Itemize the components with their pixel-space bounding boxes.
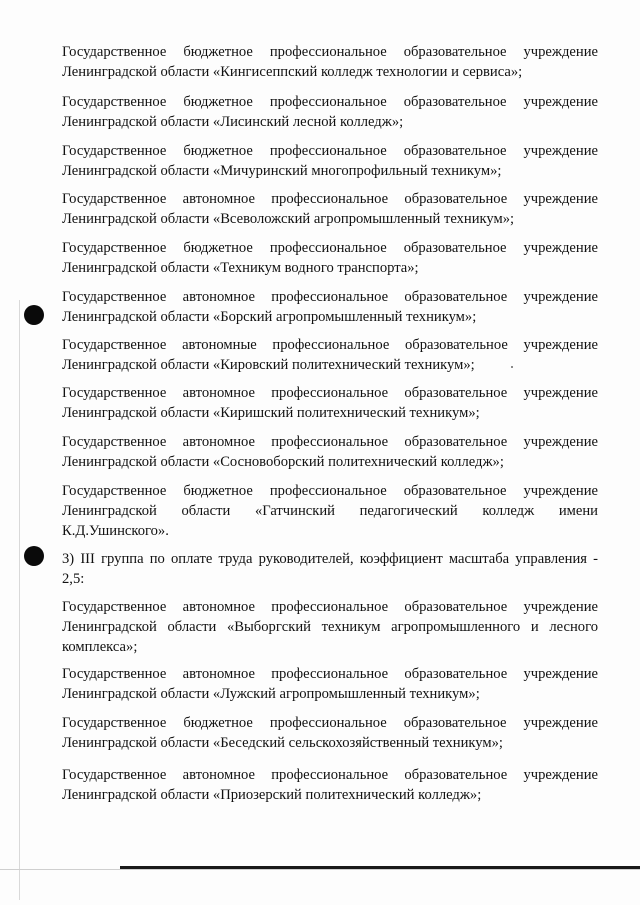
scan-bottom-shadow [0,869,640,870]
institution-paragraph [62,141,598,181]
institution-paragraph [62,189,598,229]
paragraph-line: Государственное бюджетное профессиональное образовательное учреждение [62,44,598,60]
paragraph-line: Государственное бюджетное профессиональное образовательное учреждение [62,483,598,499]
paragraph-line: Ленинградской области «Выборгский техникум агропромышленного и лесного [62,619,598,635]
paragraph-line: Государственное автономные профессиональное образовательное учреждение [62,337,598,353]
institution-paragraph [62,664,598,704]
paragraph-line: Государственное бюджетное профессиональное образовательное учреждение [62,715,598,731]
institution-paragraph [62,335,598,375]
paragraph-line: Ленинградской области «Борский агропромышленный техникум»; [62,309,477,325]
paragraph-line: Государственное автономное профессиональное образовательное учреждение [62,599,598,615]
institution-paragraph [62,92,598,132]
punch-hole-bottom [24,546,44,566]
paragraph-line: Ленинградской области «Лисинский лесной колледж»; [62,114,404,130]
paragraph-line: Ленинградской области «Киришский политехнический техникум»; [62,405,480,421]
paragraph-line: Ленинградской области «Всеволожский агропромышленный техникум»; [62,211,515,227]
paragraph-line: Ленинградской области «Приозерский политехнический колледж»; [62,787,482,803]
institution-paragraph [62,765,598,805]
institution-paragraph [62,713,598,753]
institution-paragraph [62,383,598,423]
paragraph-line: Ленинградской области «Техникум водного транспорта»; [62,260,419,276]
paragraph-line: К.Д.Ушинского». [62,523,169,539]
paragraph-line: комплекса»; [62,639,138,655]
paragraph-line: Ленинградской области «Кингисеппский колледж технологии и сервиса»; [62,64,523,80]
group-heading-paragraph [62,549,598,589]
paragraph-line: Ленинградской области «Гатчинский педагогический колледж имени [62,503,598,519]
institution-paragraph [62,597,598,657]
paragraph-line: Государственное автономное профессиональное образовательное учреждение [62,289,598,305]
paragraph-line: Государственное бюджетное профессиональное образовательное учреждение [62,240,598,256]
paragraph-line: Ленинградской области «Сосновоборский политехнический колледж»; [62,454,504,470]
paragraph-line: Государственное бюджетное профессиональное образовательное учреждение [62,94,598,110]
paragraph-line: Государственное автономное профессиональное образовательное учреждение [62,666,598,682]
paragraph-line: Государственное автономное профессиональное образовательное учреждение [62,767,598,783]
paragraph-line: Ленинградской области «Беседский сельскохозяйственный техникум»; [62,735,503,751]
paragraph-line: Ленинградской области «Кировский политехнический техникум»; [62,357,475,373]
paragraph-line: Государственное автономное профессиональное образовательное учреждение [62,434,598,450]
institution-paragraph [62,432,598,472]
institution-paragraph [62,42,598,82]
paragraph-line: Государственное автономное профессиональное образовательное учреждение [62,191,598,207]
scan-left-edge [19,300,20,900]
institution-paragraph [62,481,598,541]
paragraph-line: 2,5: [62,571,85,587]
paragraph-line: 3) III группа по оплате труда руководителей, коэффициент масштаба управления - [62,551,598,567]
paragraph-line: Ленинградской области «Мичуринский многопрофильный техникум»; [62,163,502,179]
paragraph-line: Государственное автономное профессиональное образовательное учреждение [62,385,598,401]
punch-hole-top [24,305,44,325]
paragraph-line: Государственное бюджетное профессиональное образовательное учреждение [62,143,598,159]
institution-paragraph [62,238,598,278]
institution-paragraph [62,287,598,327]
paragraph-line: Ленинградской области «Лужский агропромышленный техникум»; [62,686,480,702]
